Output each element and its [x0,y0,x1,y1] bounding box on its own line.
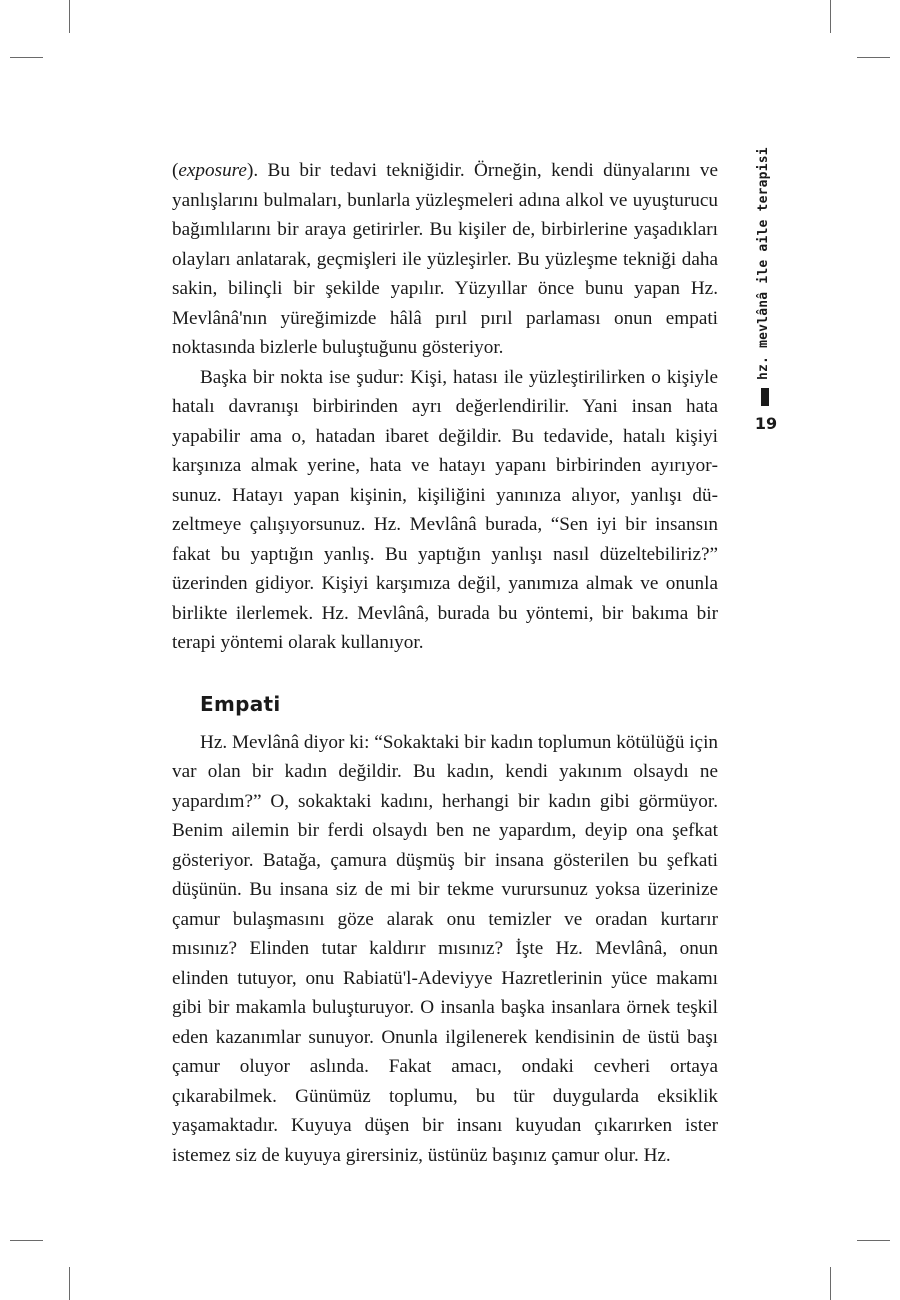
section-heading: Empati [200,691,281,716]
crop-mark-left-top [10,57,43,58]
italic-term: exposure [178,160,247,181]
crop-mark-top-right [830,0,831,33]
crop-mark-bottom-right [830,1267,831,1300]
paragraph: Başka bir nokta ise şudur: Kişi, hatası ile yüzleştirilirken o kişiyle hatalı davranışı birbirinden ayrı değerlendirilir. Yani insan hata yapabilir ama o, hatadan ibaret değildir. Bu tedavide, hatalı kişiyi karşınıza almak yerine, hata ve hatayı yapanı birbirinden ayırıyorsunuz. Hatayı yapan kişinin, kişiliğini yanınıza alıyor, yanlışı düzeltmeye çalışıyorsunuz. Hz. Mevlânâ burada, “Sen iyi bir insansın fakat bu yaptığın yanlış. Bu yaptığın yanlışı nasıl düzeltebiliriz?” üzerinden gidiyor. Kişiyi karşımıza değil, yanımıza almak ve onunla birlikte ilerlemek. Hz. Mevlânâ, burada bu yöntemi, bir bakıma bir terapi yöntemi olarak kullanıyor. [172,366,718,653]
running-head-title: hz. mevlânâ ile aile terapisi [756,147,771,380]
paragraph-text: ). Bu bir tedavi tekniğidir. Örneğin, kendi dünyalarını ve yanlışlarını bulmaları, bunlarla yüzleşmeleri adına alkol ve uyuşturucu bağımlılarını bir araya getirirler. Bu kişiler de, birbirlerine yaşadıkları olayları anlatarak, geçmişleri ile yüzleşirler. Bu yüzleşme tekniği daha sakin, bilinçli bir şekilde yapılır. Yüzyıllar önce bunu yapan Hz. Mevlânâ'nın yüreğimizde hâlâ pırıl pırıl parlaması onun empati noktasında bizlerle buluştuğunu gösteriyor. [172,160,718,358]
paragraph: (exposure). Bu bir tedavi tekniğidir. Örneğin, kendi dünyalarını ve yanlışlarını bulmaları, bunlarla yüzleşmeleri adına alkol ve uyuşturucu bağımlılarını bir araya getirirler. Bu kişiler de, birbirlerine yaşadıkları olayları anlatarak, geçmişleri ile yüzleşirler. Bu yüzleşme tekniği daha sakin, bilinçli bir şekilde yapılır. Yüzyıllar önce bunu yapan Hz. Mevlânâ'nın yüreğimizde hâlâ pırıl pırıl parlaması onun empati noktasında bizlerle buluştuğunu gösteriyor. [172,160,718,358]
paragraph: Hz. Mevlânâ diyor ki: “Sokaktaki bir kadın toplumun kötülüğü için var olan bir kadın değildir. Bu kadın, kendi yakınım olsaydı ne yapardım?” O, sokaktaki kadını, herhangi bir kadın gibi görmüyor. Benim ailemin bir ferdi olsaydı ben ne yapardım, deyip ona şefkat gösteriyor. Batağa, çamura düşmüş bir insana gösterilen bu şefkati düşünün. Bu insana siz de mi bir tekme vurursunuz yoksa üzerinize çamur bulaşmasını göze alarak onu temizler ve oradan kurtarır mısınız? Elinden tutar kaldırır mısınız? İşte Hz. Mevlânâ, onun elinden tutuyor, onu Rabiatü'l-Adeviyye Hazretlerinin yüce makamı gibi bir makamla buluşturuyor. O insanla başka insanlara örnek teşkil eden kazanımlar sunuyor. Onunla ilgilenerek kendisinin de üstü başı çamur oluyor aslında. Fakat amacı, ondaki cevheri ortaya çıkarabilmek. Günümüz toplumu, bu tür duygularda eksiklik yaşamaktadır. Kuyuya düşen bir insanı kuyudan çıkarırken ister istemez siz de kuyuya girersiniz, üstünüz başınız çamur olur. Hz. [172,731,718,1166]
header-bar-marker [761,388,769,406]
crop-mark-right-bottom [857,1240,890,1241]
body-text [172,156,718,1170]
crop-mark-left-bottom [10,1240,43,1241]
crop-mark-top-left [69,0,70,33]
crop-mark-bottom-left [69,1267,70,1300]
crop-mark-right-top [857,57,890,58]
page-number: 19 [754,414,778,433]
running-header [752,147,780,440]
